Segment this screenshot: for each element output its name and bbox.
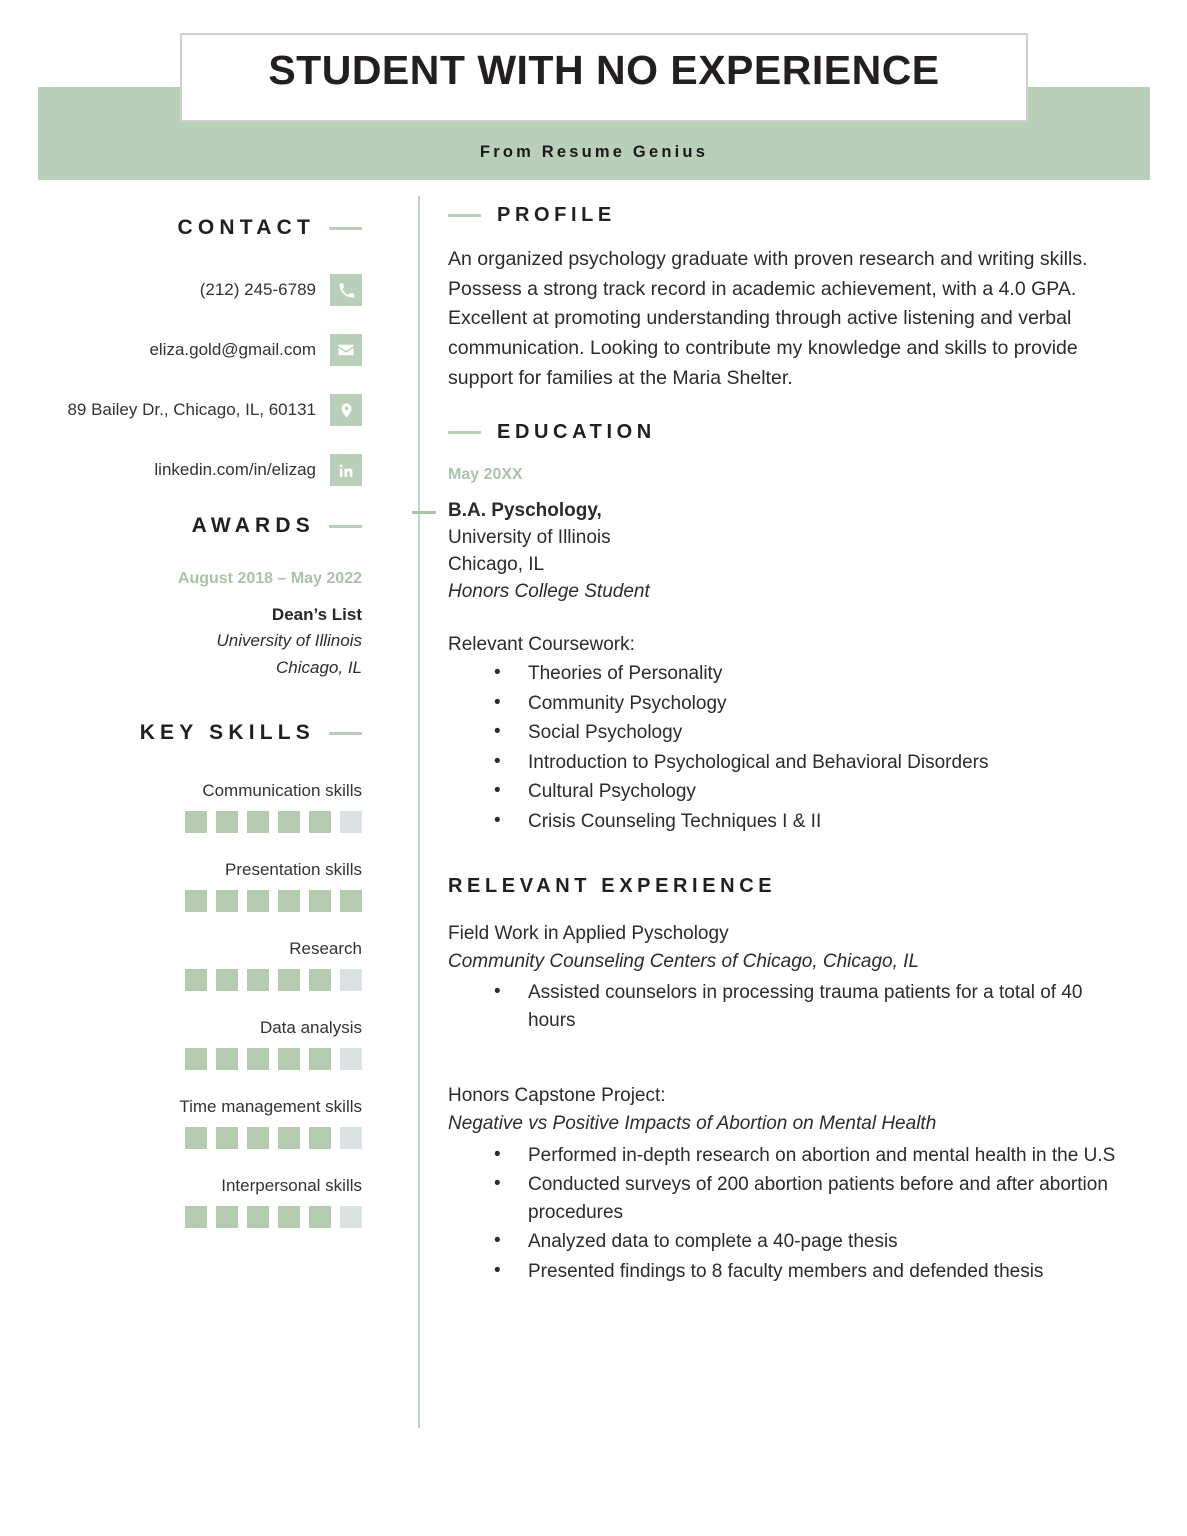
list-item: • Presented findings to 8 faculty members and defended thesis: [494, 1258, 1132, 1286]
skill-square-filled: [185, 811, 207, 833]
skill-square-empty: [340, 1048, 362, 1070]
skill-square-filled: [185, 1206, 207, 1228]
main-content: [380, 198, 1187, 1287]
list-item: • Cultural Psychology: [494, 778, 1132, 806]
contact-list: [22, 274, 362, 486]
skill-rating: [22, 1048, 362, 1070]
experience-role: Honors Capstone Project:: [448, 1085, 666, 1107]
contact-item-email[interactable]: [22, 334, 362, 366]
heading-dash-icon: [329, 525, 362, 528]
list-item: • Crisis Counseling Techniques I & II: [494, 808, 1132, 836]
skill-item: [22, 1018, 362, 1070]
skills-list: [22, 781, 362, 1228]
skill-label: Presentation skills: [224, 860, 362, 880]
entry-dash-icon: [412, 511, 436, 514]
skill-square-filled: [309, 890, 331, 912]
award-location: Chicago, IL: [276, 657, 362, 677]
award-title: Dean’s List: [271, 605, 362, 624]
page-title: STUDENT WITH NO EXPERIENCE: [268, 47, 940, 93]
education-location: Chicago, IL: [448, 554, 545, 576]
skill-square-filled: [216, 1048, 238, 1070]
contact-item-phone[interactable]: [22, 274, 362, 306]
list-item: • Assisted counselors in processing trauma patients for a total of 40 hours: [494, 979, 1132, 1034]
list-item: • Conducted surveys of 200 abortion patients before and after abortion procedures: [494, 1171, 1132, 1226]
skill-rating: [22, 811, 362, 833]
skill-label: Research: [289, 939, 362, 959]
skill-rating: [22, 1127, 362, 1149]
skill-item: [22, 1097, 362, 1149]
skill-square-filled: [216, 1206, 238, 1228]
resume-body: [0, 190, 1187, 1287]
experience-entry: [448, 920, 1132, 1034]
education-date: May 20XX: [448, 466, 523, 484]
skill-square-filled: [247, 890, 269, 912]
awards-heading-label: AWARDS: [191, 514, 315, 537]
skill-square-filled: [278, 969, 300, 991]
skill-square-empty: [340, 969, 362, 991]
skill-square-filled: [185, 969, 207, 991]
skill-label: Time management skills: [179, 1097, 362, 1117]
list-item: • Introduction to Psychological and Behavioral Disorders: [494, 749, 1132, 777]
skill-square-filled: [216, 811, 238, 833]
heading-dash-icon: [448, 431, 481, 434]
heading-dash-icon: [329, 732, 362, 735]
education-note: Honors College Student: [448, 581, 650, 603]
contact-heading-label: CONTACT: [177, 216, 315, 239]
skill-square-empty: [340, 1127, 362, 1149]
sidebar: [0, 198, 380, 1287]
skill-square-filled: [216, 890, 238, 912]
linkedin-icon: [330, 454, 362, 486]
sidebar-heading-key-skills: [22, 721, 362, 745]
contact-address-text: 89 Bailey Dr., Chicago, IL, 60131: [67, 399, 316, 419]
skill-square-filled: [309, 969, 331, 991]
coursework-list: [448, 660, 1132, 835]
sidebar-heading-awards: [22, 514, 362, 538]
education-entry: [448, 498, 1132, 606]
key-skills-heading-label: KEY SKILLS: [139, 721, 315, 745]
list-item: • Theories of Personality: [494, 660, 1132, 688]
contact-linkedin-text: linkedin.com/in/elizag: [154, 459, 316, 479]
education-school: University of Illinois: [448, 527, 611, 549]
list-item: • Community Psychology: [494, 690, 1132, 718]
skill-square-filled: [309, 1206, 331, 1228]
phone-icon: [330, 274, 362, 306]
contact-phone-text: (212) 245-6789: [199, 279, 316, 299]
skill-square-filled: [247, 969, 269, 991]
skill-square-filled: [309, 1127, 331, 1149]
skill-square-filled: [340, 890, 362, 912]
main-heading-experience: [448, 875, 1132, 898]
heading-dash-icon: [329, 227, 362, 230]
experience-organization: Negative vs Positive Impacts of Abortion on Mental Health: [448, 1113, 937, 1135]
skill-square-filled: [278, 811, 300, 833]
skill-square-filled: [278, 1048, 300, 1070]
skill-square-filled: [278, 1206, 300, 1228]
education-heading-label: EDUCATION: [497, 421, 656, 444]
experience-organization: Community Counseling Centers of Chicago, Chicago, IL: [448, 950, 920, 972]
heading-dash-icon: [448, 214, 481, 217]
skill-square-filled: [309, 811, 331, 833]
experience-heading-label: RELEVANT EXPERIENCE: [448, 875, 777, 898]
skill-square-filled: [216, 1127, 238, 1149]
resume-header: [0, 0, 1187, 190]
skill-label: Interpersonal skills: [221, 1176, 362, 1196]
skill-rating: [22, 890, 362, 912]
skill-square-empty: [340, 1206, 362, 1228]
location-pin-icon: [330, 394, 362, 426]
spacer: [448, 1036, 1132, 1060]
list-item: • Analyzed data to complete a 40-page thesis: [494, 1228, 1132, 1256]
skill-item: [22, 1176, 362, 1228]
skill-square-filled: [278, 890, 300, 912]
skill-square-filled: [185, 890, 207, 912]
skill-square-filled: [247, 811, 269, 833]
skill-item: [22, 860, 362, 912]
education-degree: B.A. Pyschology,: [448, 500, 602, 522]
skill-square-filled: [247, 1127, 269, 1149]
column-divider: [418, 196, 420, 1428]
coursework-label: Relevant Coursework:: [448, 634, 635, 655]
skill-square-filled: [247, 1048, 269, 1070]
skill-square-filled: [309, 1048, 331, 1070]
skill-square-filled: [247, 1206, 269, 1228]
award-date: August 2018 – May 2022: [177, 570, 362, 587]
experience-bullets: [448, 1142, 1132, 1286]
experience-entry: [448, 1082, 1132, 1285]
contact-email-text: eliza.gold@gmail.com: [149, 339, 316, 359]
envelope-icon: [330, 334, 362, 366]
skill-rating: [22, 969, 362, 991]
experience-bullets: [448, 979, 1132, 1034]
list-item: • Social Psychology: [494, 719, 1132, 747]
experience-role: Field Work in Applied Pyschology: [448, 923, 729, 945]
list-item: • Performed in-depth research on abortion and mental health in the U.S: [494, 1142, 1132, 1170]
skill-label: Data analysis: [259, 1018, 362, 1038]
main-heading-profile: [448, 204, 1132, 227]
skill-item: [22, 781, 362, 833]
profile-heading-label: PROFILE: [497, 204, 616, 226]
main-heading-education: [448, 421, 1132, 444]
skill-square-filled: [278, 1127, 300, 1149]
profile-summary: An organized psychology graduate with proven research and writing skills. Possess a strong track record in academic achievement, with a 4.0 GPA. Excellent at promoting understanding through active listening and verbal communication. Looking to contribute my knowledge and skills to provide support for families at the Maria Shelter.: [448, 248, 1088, 389]
contact-item-linkedin[interactable]: [22, 454, 362, 486]
skill-item: [22, 939, 362, 991]
sidebar-heading-contact: [22, 216, 362, 240]
title-box: [180, 33, 1028, 122]
skill-square-filled: [185, 1048, 207, 1070]
award-entry: [22, 570, 362, 681]
skill-square-empty: [340, 811, 362, 833]
award-organization: University of Illinois: [216, 631, 362, 651]
skill-square-filled: [216, 969, 238, 991]
skill-square-filled: [185, 1127, 207, 1149]
skill-rating: [22, 1206, 362, 1228]
contact-item-address[interactable]: [22, 394, 362, 426]
skill-label: Communication skills: [202, 781, 362, 801]
header-subtitle: From Resume Genius: [479, 143, 709, 161]
